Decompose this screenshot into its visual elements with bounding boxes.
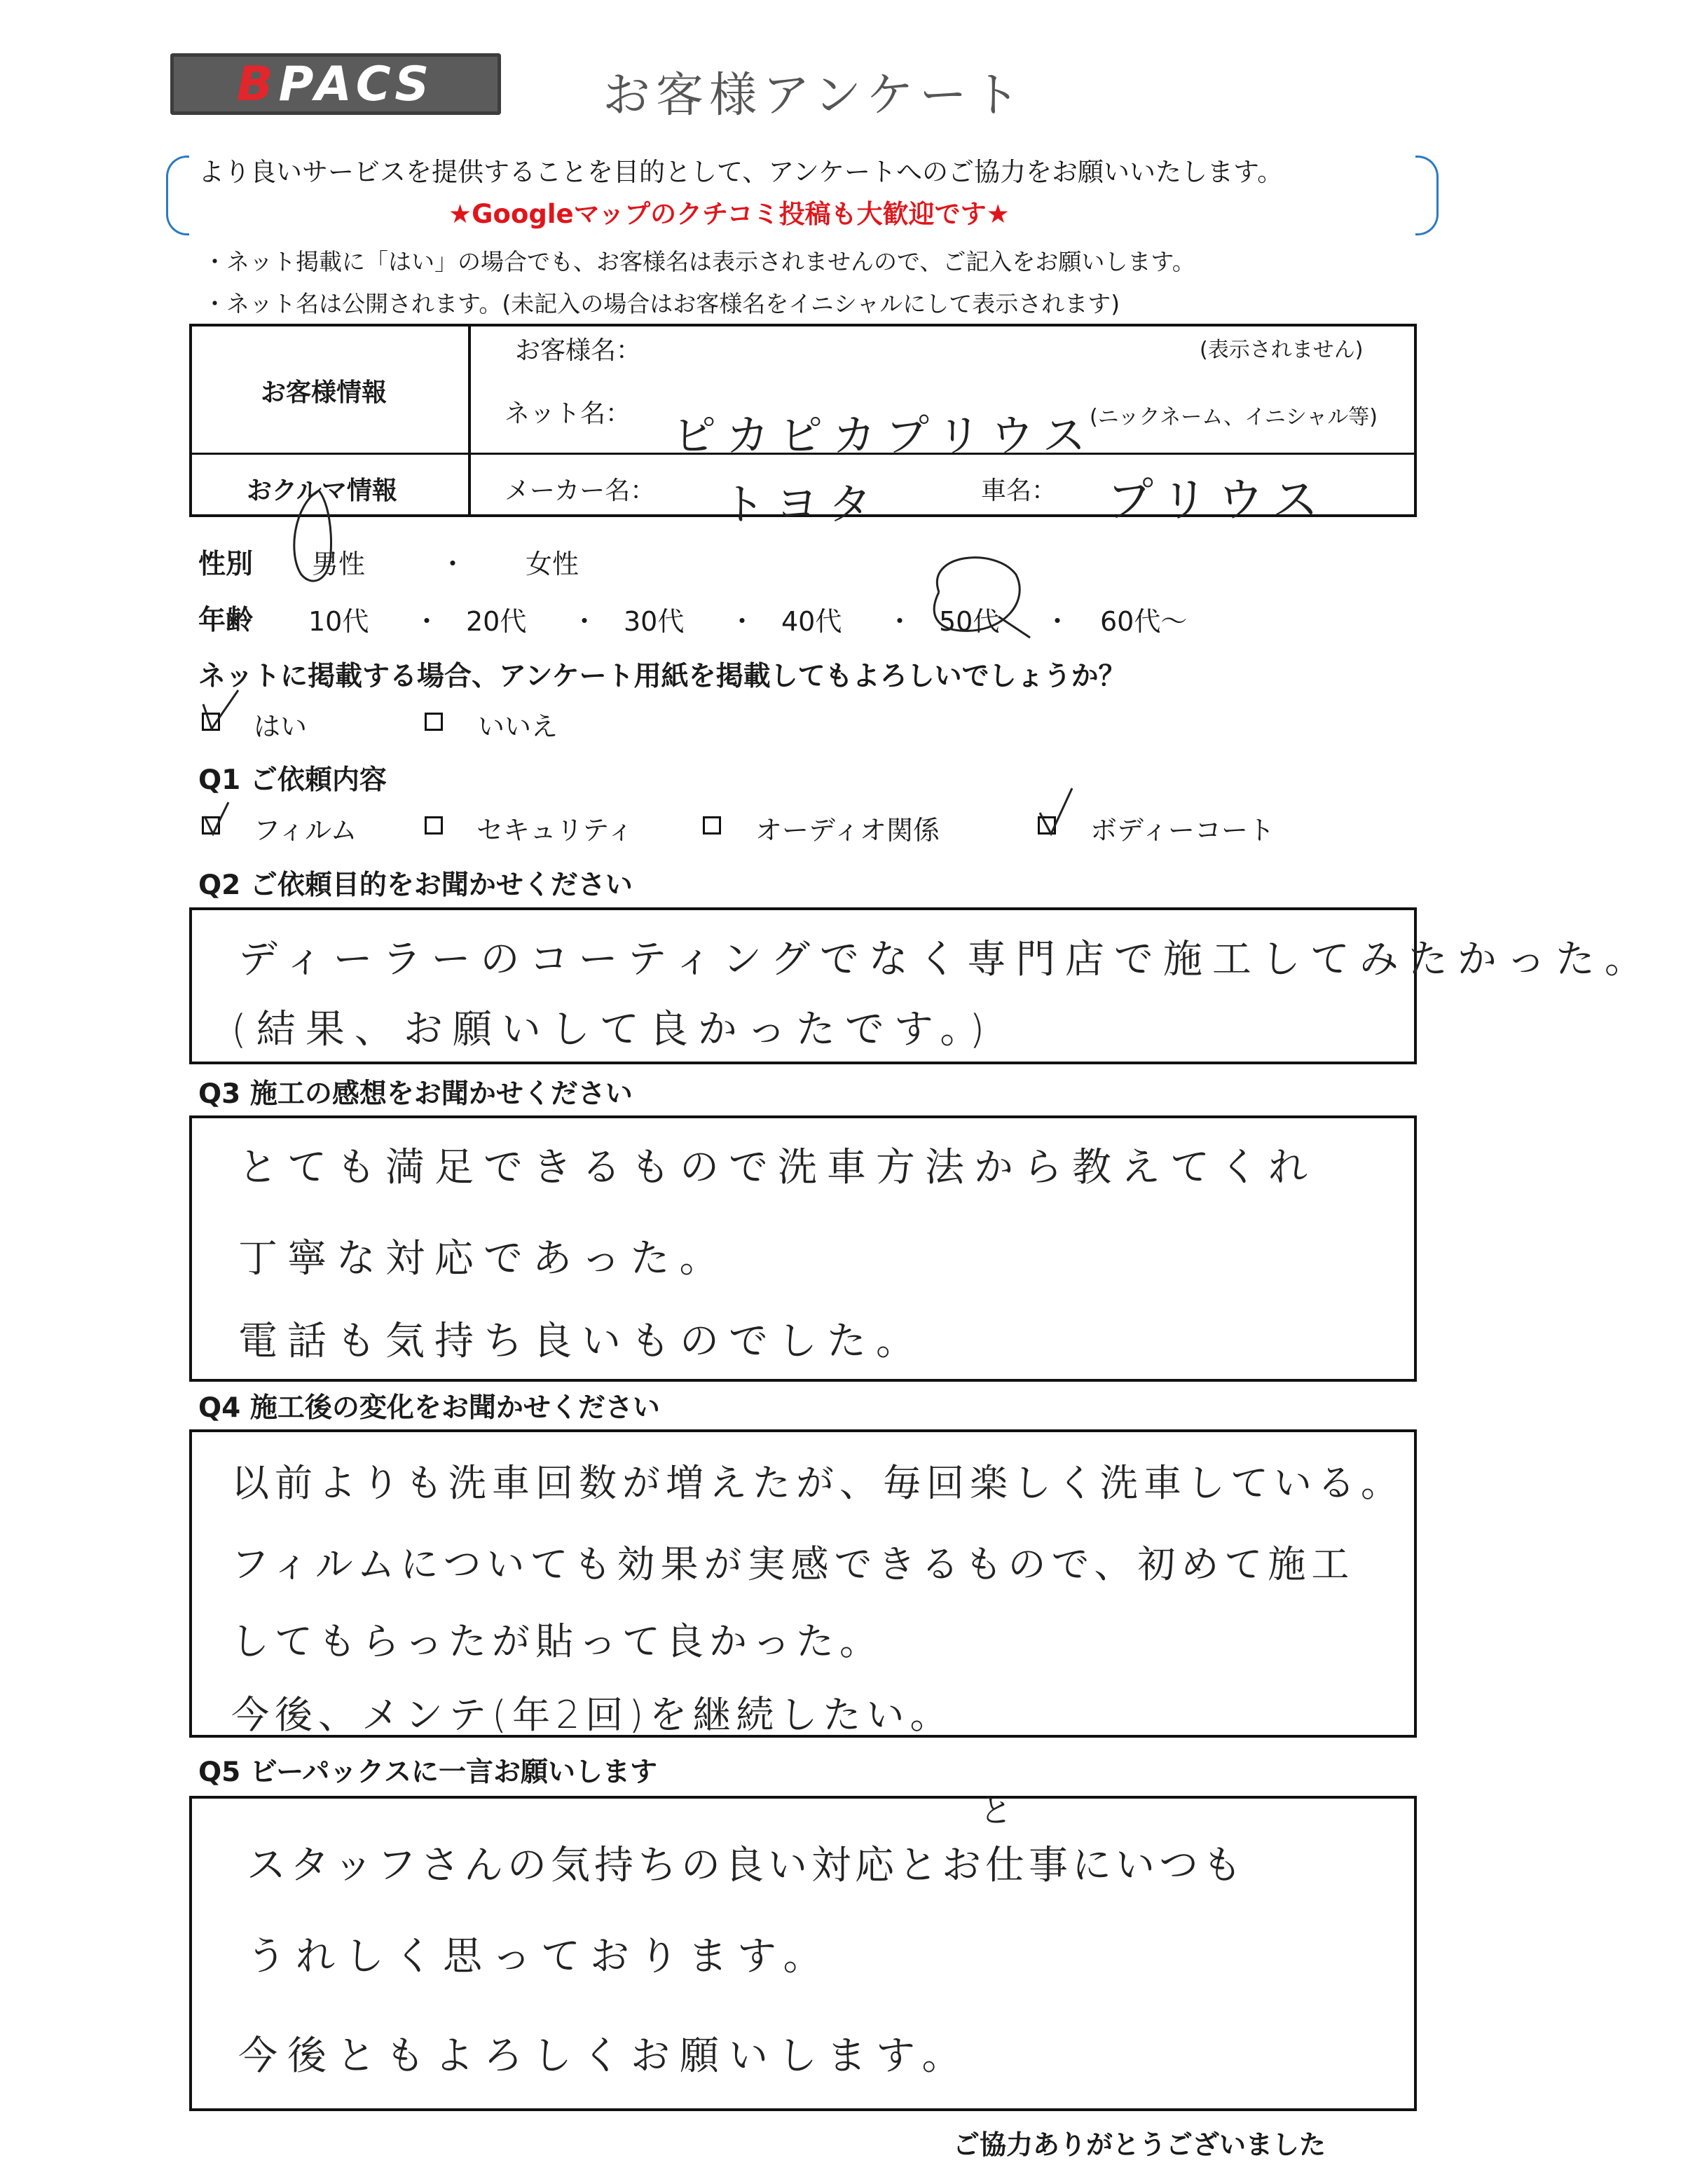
age-circle-tail bbox=[999, 617, 1030, 638]
q2-answer-line-1: ディーラーのコーティングでなく専門店で施工してみたかった。 bbox=[238, 937, 1654, 982]
intro-text: より良いサービスを提供することを目的として、アンケートへのご協力をお願いいたします。 bbox=[198, 157, 1284, 187]
google-review-banner: ★Googleマップのクチコミ投稿も大歓迎です★ bbox=[448, 199, 1010, 229]
net-name-note: (ニックネーム、イニシャル等) bbox=[1090, 405, 1378, 430]
q3-answer-line-2: 丁寧な対応であった。 bbox=[238, 1236, 729, 1282]
q3-answer-line-1: とても満足できるもので洗車方法から教えてくれ bbox=[238, 1145, 1317, 1190]
model-value[interactable]: プリウス bbox=[1107, 473, 1329, 527]
q5-answer-line-1: スタッフさんの気持ちの良い対応とお仕事にいつも bbox=[247, 1843, 1246, 1888]
page-title: お客様アンケート bbox=[603, 68, 1026, 123]
q3-answer-line-3: 電話も気持ち良いものでした。 bbox=[238, 1319, 925, 1364]
publish-yes-label: はい bbox=[254, 711, 308, 742]
age-option-10s[interactable]: 10代 bbox=[308, 606, 369, 637]
logo-rest: PACS bbox=[278, 56, 435, 112]
customer-section-label: お客様情報 bbox=[261, 378, 387, 407]
car-section-label: おクルマ情報 bbox=[247, 476, 397, 505]
age-separator: ・ bbox=[571, 606, 598, 637]
q4-answer-line-1: 以前よりも洗車回数が増えたが、毎回楽しく洗車している。 bbox=[231, 1461, 1404, 1505]
age-option-20s[interactable]: 20代 bbox=[466, 606, 527, 637]
customer-name-label: お客様名： bbox=[515, 336, 642, 365]
gender-separator: ・ bbox=[439, 549, 467, 579]
age-separator: ・ bbox=[729, 606, 756, 637]
q1-bodycoat-label: ボディーコート bbox=[1090, 815, 1275, 846]
age-separator: ・ bbox=[413, 606, 441, 637]
age-option-50s[interactable]: 50代 bbox=[939, 606, 1000, 637]
footer-thanks: ご協力ありがとうございました bbox=[953, 2129, 1326, 2160]
net-name-label: ネット名： bbox=[505, 399, 631, 428]
q4-answer-line-2: フィルムについても効果が実感できるもので、初めて施工 bbox=[231, 1542, 1355, 1586]
note-line-2: ・ネット名は公開されます。(未記入の場合はお客様名をイニシャルにして表示されます) bbox=[203, 290, 1120, 317]
q4-answer-line-3: してもらったが貼って良かった。 bbox=[231, 1619, 883, 1663]
q5-answer-line-3: 今後ともよろしくお願いします。 bbox=[238, 2033, 971, 2079]
q5-answer-line-2: うれしく思っております。 bbox=[247, 1934, 832, 1979]
net-name-value[interactable]: ピカピカプリウス bbox=[673, 410, 1096, 461]
gender-label: 性別 bbox=[198, 549, 254, 580]
age-option-40s[interactable]: 40代 bbox=[781, 606, 842, 637]
age-selected-circle bbox=[934, 558, 1020, 631]
publish-no-label: いいえ bbox=[478, 711, 558, 742]
gender-option-male[interactable]: 男性 bbox=[312, 549, 366, 579]
q4-title: Q4 施工後の変化をお聞かせください bbox=[198, 1392, 660, 1424]
publish-question: ネットに掲載する場合、アンケート用紙を掲載してもよろしいでしょうか？ bbox=[198, 661, 1126, 692]
age-option-60s-plus[interactable]: 60代〜 bbox=[1100, 606, 1188, 637]
q2-answer-line-2: (結果、お願いして良かったです。) bbox=[231, 1007, 995, 1052]
q5-title: Q5 ビーパックスに一言お願いします bbox=[198, 1757, 657, 1788]
logo-initial: B bbox=[236, 56, 279, 112]
customer-name-note: (表示されません) bbox=[1200, 338, 1364, 362]
q1-film-checkmark bbox=[205, 802, 228, 834]
q1-audio-label: オーディオ関係 bbox=[755, 815, 940, 846]
maker-label: メーカー名： bbox=[505, 476, 656, 505]
q5-insert-mark: と bbox=[980, 1792, 1022, 1829]
age-label: 年齢 bbox=[198, 605, 254, 636]
publish-yes-checkmark bbox=[203, 690, 238, 729]
age-separator: ・ bbox=[886, 606, 914, 637]
note-line-1: ・ネット掲載に「はい」の場合でも、お客様名は表示されませんので、ご記入をお願いします。 bbox=[203, 248, 1195, 275]
q4-answer-line-4: 今後、メンテ(年2回)を継続したい。 bbox=[231, 1693, 954, 1737]
gender-option-female[interactable]: 女性 bbox=[526, 549, 579, 579]
q3-title: Q3 施工の感想をお聞かせください bbox=[198, 1078, 633, 1110]
age-separator: ・ bbox=[1044, 606, 1071, 637]
q1-title: Q1 ご依頼内容 bbox=[198, 764, 387, 796]
q1-film-label: フィルム bbox=[254, 815, 357, 846]
q1-security-label: セキュリティ bbox=[476, 815, 634, 846]
model-label: 車名： bbox=[981, 476, 1057, 505]
gender-selected-circle bbox=[294, 490, 331, 581]
q1-bodycoat-checkmark bbox=[1040, 788, 1072, 834]
q2-title: Q2 ご依頼目的をお聞かせください bbox=[198, 870, 633, 901]
maker-value[interactable]: トヨタ bbox=[722, 479, 882, 530]
age-option-30s[interactable]: 30代 bbox=[624, 606, 685, 637]
